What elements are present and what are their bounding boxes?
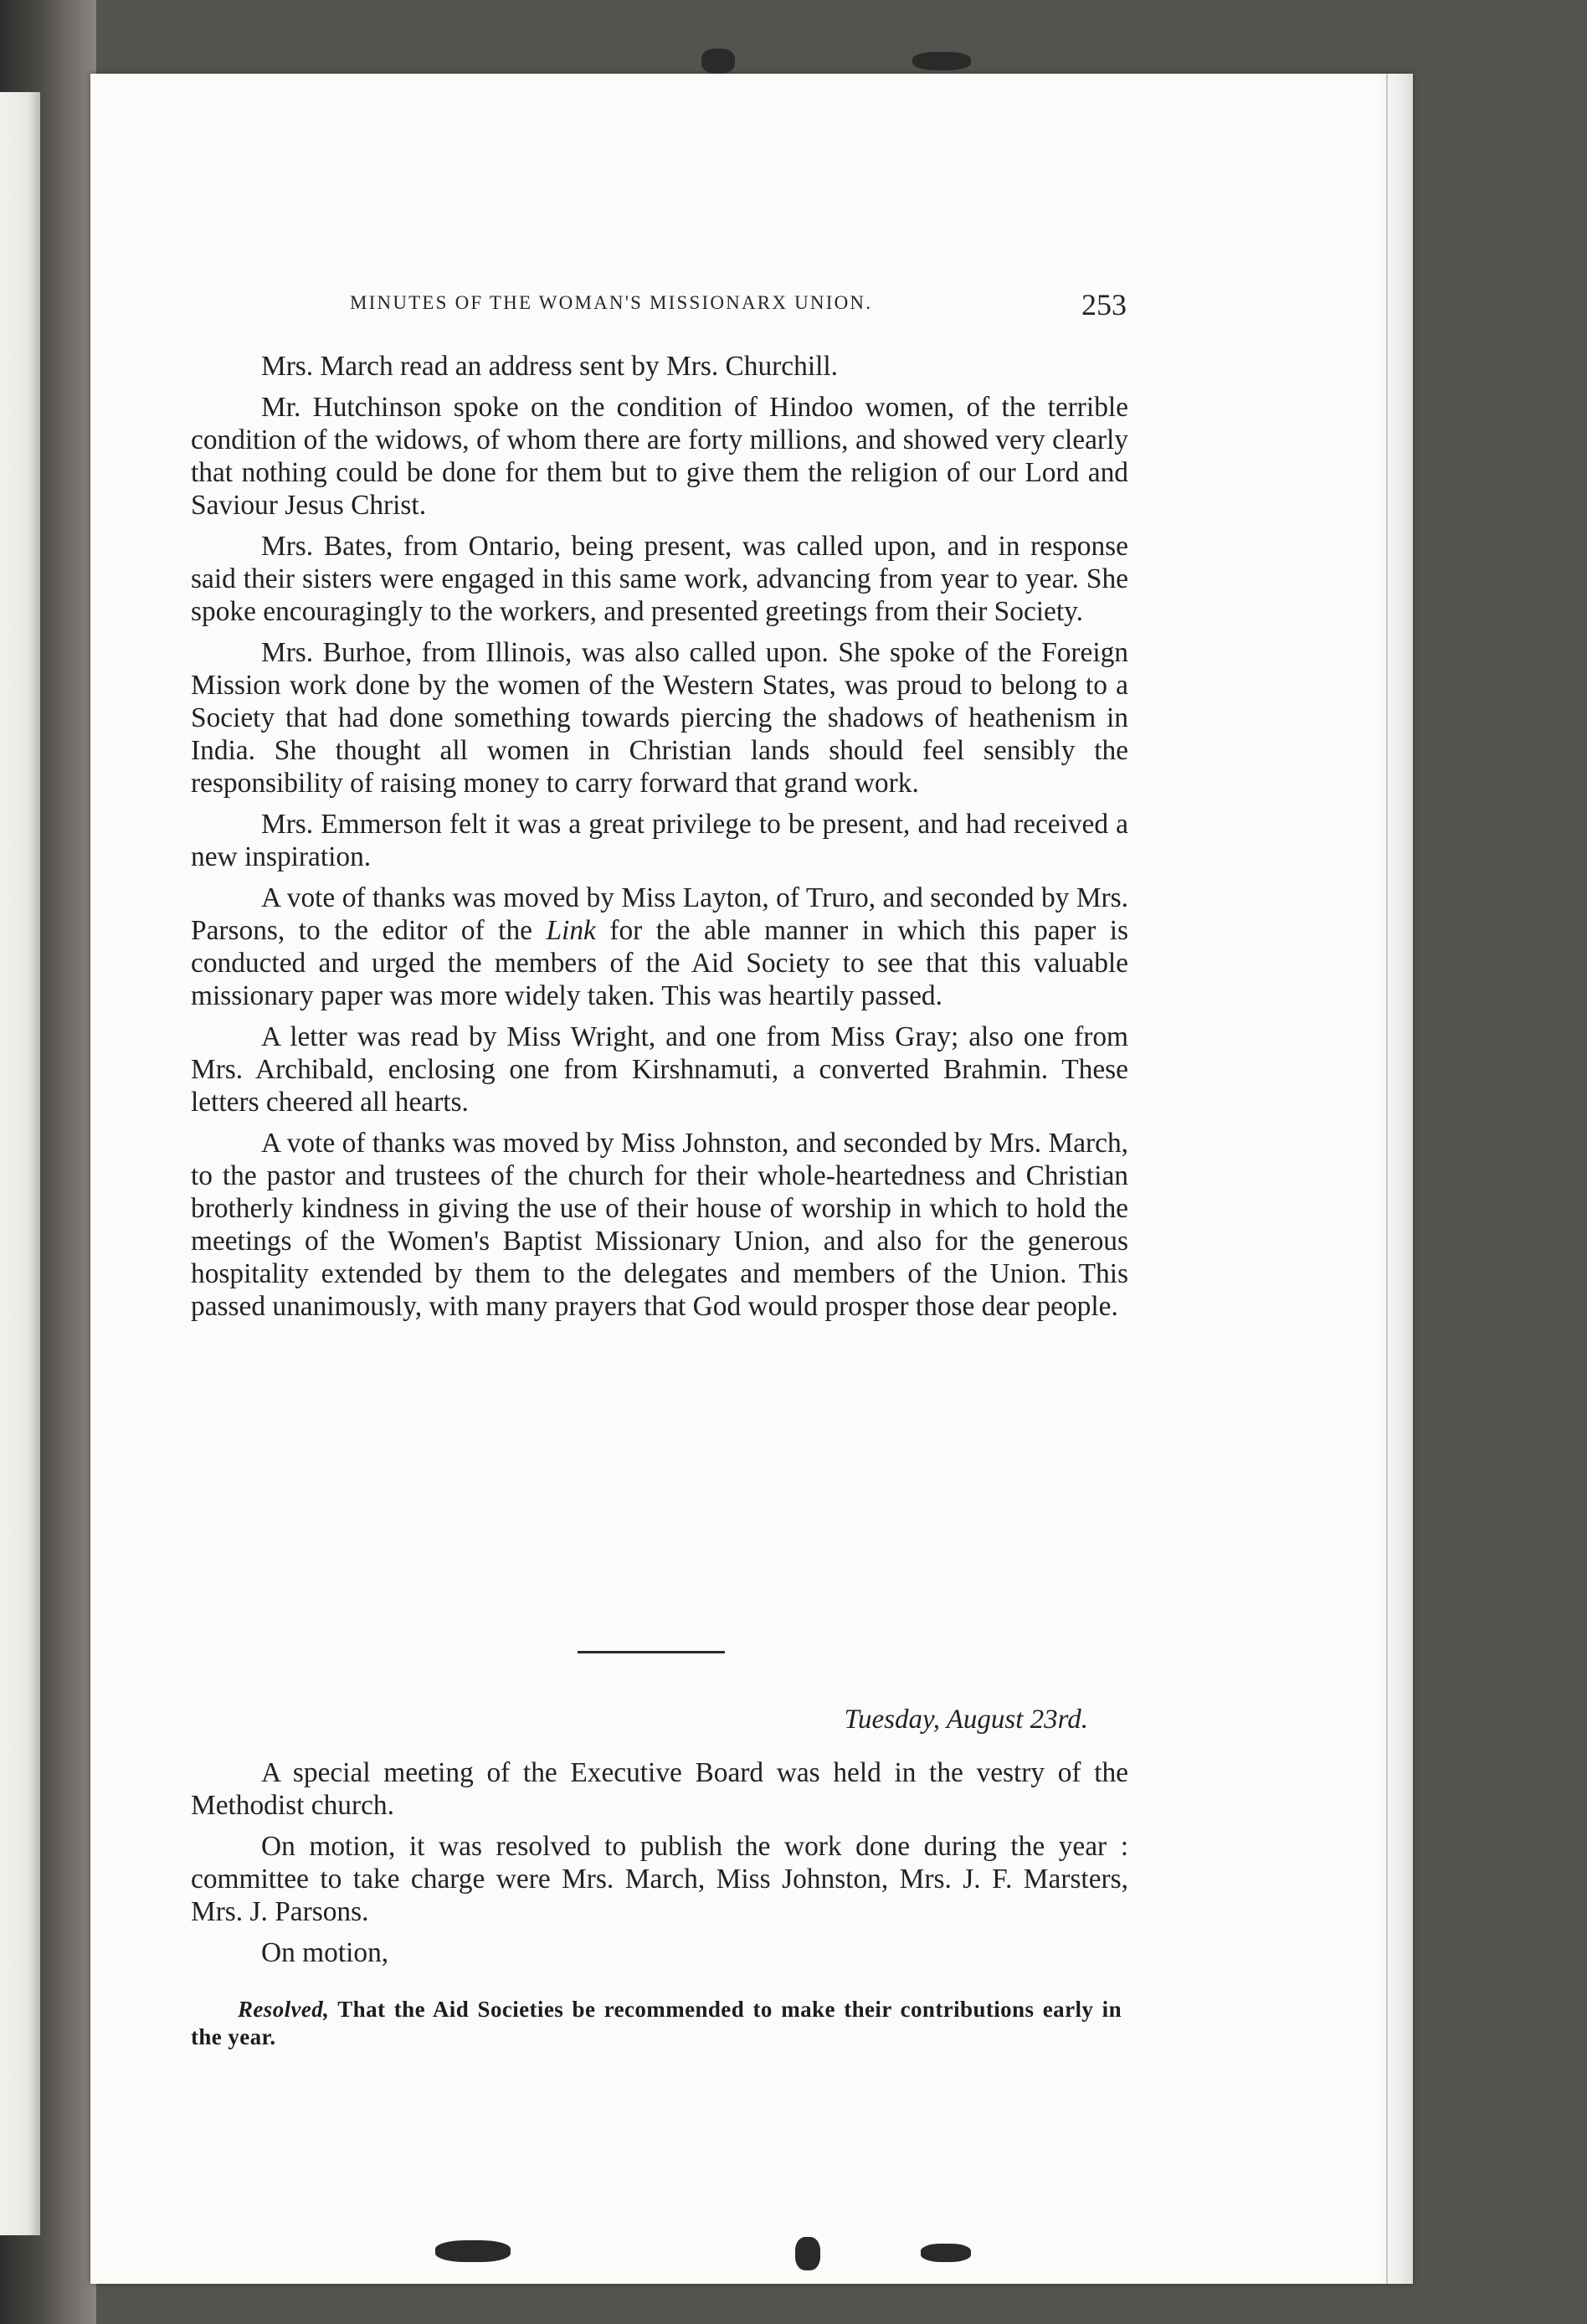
page-shadow — [1376, 74, 1413, 2284]
running-head — [350, 287, 1127, 329]
top-edge-mark — [912, 52, 971, 70]
paragraph: Mrs. Burhoe, from Illinois, was also called upon. She spoke of the Foreign Mission work done by the women of the Western States, was proud to belong to a Society that had done something towards piercing the shadows of heathenism in India. She thought all women in Christian lands should feel sensibly the responsibility of raising money to carry forward that grand work. — [191, 637, 1128, 799]
paragraph: Mr. Hutchinson spoke on the condition of Hindoo women, of the terrible condition of the widows, of whom there are forty millions, and showed very clearly that nothing could be done for them but to give them the religion of our Lord and Saviour Jesus Christ. — [191, 392, 1128, 521]
page-fold-line — [1386, 74, 1388, 2284]
paragraph: On motion, it was resolved to publish the work done during the year : committee to take charge were Mrs. March, Miss Johnston, Mrs. J. F. Marsters, Mrs. J. Parsons. — [191, 1831, 1128, 1927]
paragraph-text: for the able manner in which this paper is conducted and urged the members of the Aid Society to see that this valuable missionary paper was more widely taken. This was heartily passed. — [191, 915, 1128, 1011]
top-edge-mark — [701, 49, 735, 74]
bottom-edge-mark — [795, 2237, 820, 2270]
paragraph: Mrs. March read an address sent by Mrs. Churchill. — [261, 351, 838, 382]
paragraph: A special meeting of the Executive Board was held in the vestry of the Methodist church. — [191, 1757, 1128, 1821]
paragraph: A vote of thanks was moved by Miss Johnston, and seconded by Mrs. March, to the pastor and trustees of the church for their whole-heartedness and Christian brotherly kindness in giving the use of their house of worship in which to hold the meetings of the Women's Baptist Missionary Union, and also for the generous hospitality extended by them to the delegates and members of the Union. This passed unanimously, with many prayers that God would prosper those dear people. — [191, 1128, 1128, 1322]
meeting-body — [191, 1756, 1128, 1977]
paragraph: Mrs. Bates, from Ontario, being present, was called upon, and in response said their sisters were engaged in this same work, advancing from year to year. She spoke encouragingly to the workers, and presented greetings from their Society. — [191, 531, 1128, 627]
resolution — [191, 1996, 1122, 2051]
minutes-body — [191, 350, 1128, 1331]
resolution-text: That the Aid Societies be recommended to make their contributions early in the year. — [191, 1997, 1122, 2049]
bottom-edge-mark — [435, 2240, 511, 2262]
page-number: 253 — [1081, 288, 1127, 321]
vote-of-thanks-paragraph — [191, 882, 1128, 1012]
paragraph: A letter was read by Miss Wright, and one from Miss Gray; also one from Mrs. Archibald, enclosing one from Kirshnamuti, a converted Brahmin. These letters cheered all hearts. — [191, 1021, 1128, 1118]
paragraph-text: A vote of thanks was moved by Miss Layton, of Truro, and seconded by Mrs. Parsons, to the editor of the — [191, 882, 1128, 946]
section-divider — [578, 1651, 725, 1653]
bottom-edge-mark — [921, 2244, 971, 2262]
dateline: Tuesday, August 23rd. — [844, 1704, 1088, 1735]
resolved-label: Resolved, — [238, 1997, 330, 2022]
running-title: MINUTES OF THE WOMAN'S MISSIONARX UNION. — [350, 292, 873, 313]
paragraph: Mrs. Emmerson felt it was a great privilege to be present, and had received a new inspiration. — [191, 809, 1128, 872]
previous-page-edge — [0, 92, 40, 2235]
paragraph: On motion, — [261, 1937, 389, 1968]
link-title: Link — [546, 915, 596, 946]
